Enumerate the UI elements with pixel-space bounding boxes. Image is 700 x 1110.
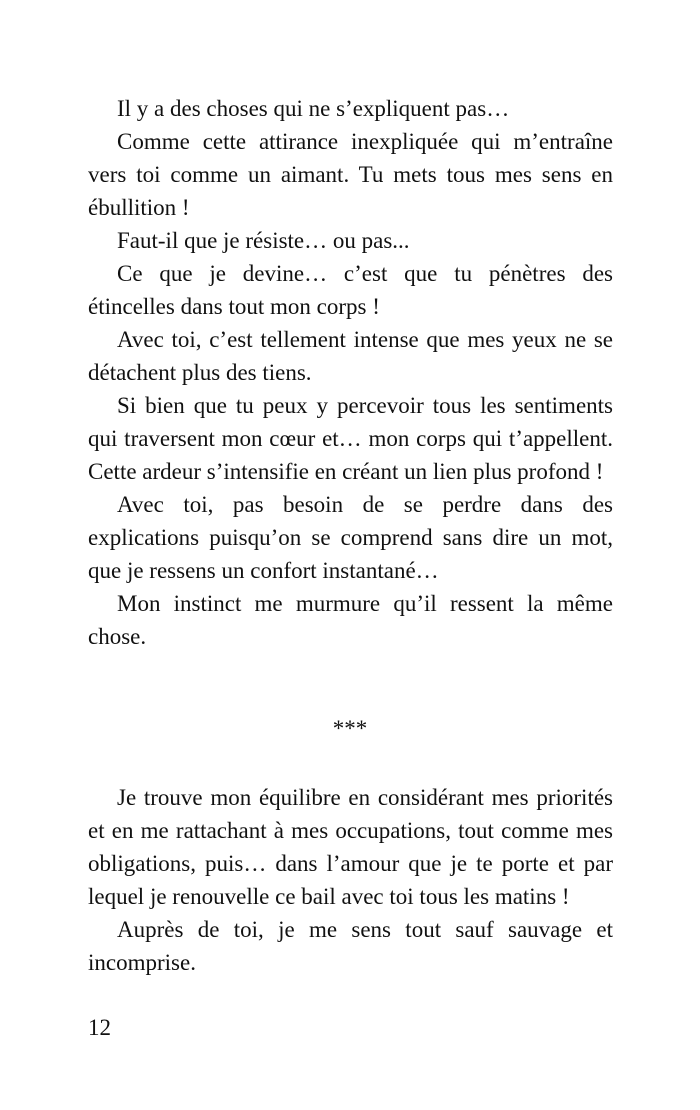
paragraph: Comme cette attirance inexpliquée qui m’entraîne vers toi comme un aimant. Tu mets tous mes sens en ébullition ! bbox=[88, 129, 613, 220]
paragraph: Je trouve mon équilibre en considérant mes priorités et en me rattachant à mes occupations, tout comme mes obligations, puis… dans l’amour que je te porte et par lequel je renouvelle ce bail avec toi tous les matins ! bbox=[88, 785, 613, 909]
page-number: 12 bbox=[88, 1015, 111, 1040]
text-section-2 bbox=[88, 781, 613, 979]
paragraph: Avec toi, c’est tellement intense que mes yeux ne se détachent plus des tiens. bbox=[88, 327, 613, 385]
paragraph: Il y a des choses qui ne s’expliquent pas… bbox=[117, 96, 510, 121]
paragraph: Auprès de toi, je me sens tout sauf sauvage et incomprise. bbox=[88, 917, 613, 975]
paragraph: Avec toi, pas besoin de se perdre dans des explications puisqu’on se comprend sans dire un mot, que je ressens un confort instantané… bbox=[88, 492, 613, 583]
paragraph: Si bien que tu peux y percevoir tous les sentiments qui traversent mon cœur et… mon corps qui t’appellent. Cette ardeur s’intensifie en créant un lien plus profond ! bbox=[88, 393, 613, 484]
text-section-1 bbox=[88, 92, 613, 653]
paragraph: Mon instinct me murmure qu’il ressent la même chose. bbox=[88, 591, 613, 649]
paragraph: Faut-il que je résiste… ou pas... bbox=[117, 228, 410, 253]
paragraph: Ce que je devine… c’est que tu pénètres des étincelles dans tout mon corps ! bbox=[88, 261, 613, 319]
section-separator: *** bbox=[332, 716, 368, 741]
